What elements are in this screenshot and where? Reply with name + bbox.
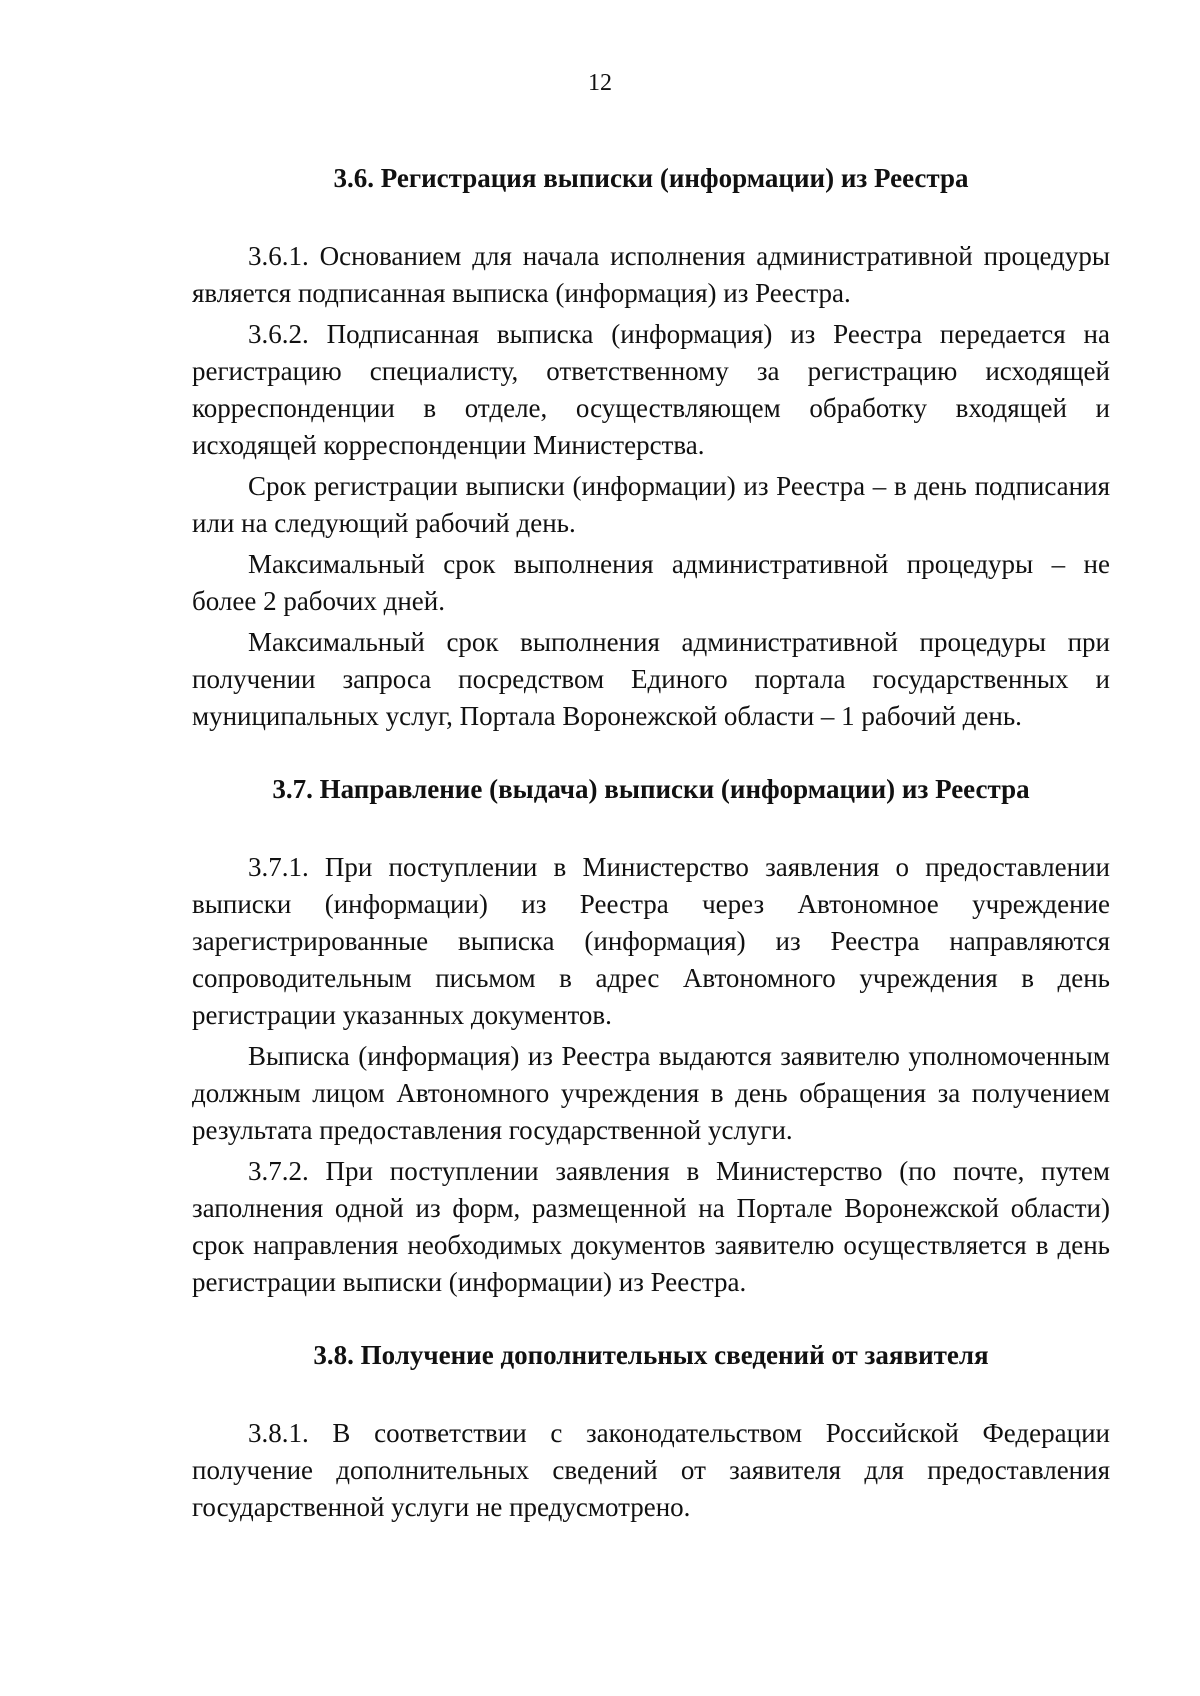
paragraph-3-6-2: 3.6.2. Подписанная выписка (информация) из Реестра передается на регистрацию специалисту, ответственному за регистрацию исходящей корреспонденции в отделе, осуществляющем обработку входящей и исходящей корреспонденции Министерства. (192, 319, 1110, 460)
paragraph-max-term: Максимальный срок выполнения административной процедуры – не более 2 рабочих дней. (192, 549, 1110, 616)
paragraph-3-6-1: 3.6.1. Основанием для начала исполнения административной процедуры является подписанная выписка (информация) из Реестра. (192, 241, 1110, 308)
page-number: 12 (588, 70, 612, 96)
document-body (192, 158, 1110, 1526)
paragraph-3-8-1: 3.8.1. В соответствии с законодательством Российской Федерации получение дополнительных сведений от заявителя для предоставления государственной услуги не предусмотрено. (192, 1418, 1110, 1522)
paragraph-registration-term: Срок регистрации выписки (информации) из Реестра – в день подписания или на следующий рабочий день. (192, 471, 1110, 538)
section-heading-3-8: 3.8. Получение дополнительных сведений от заявителя (313, 1340, 989, 1370)
section-heading-3-7: 3.7. Направление (выдача) выписки (информации) из Реестра (272, 774, 1030, 804)
paragraph-3-7-2: 3.7.2. При поступлении заявления в Министерство (по почте, путем заполнения одной из форм, размещенной на Портале Воронежской области) срок направления необходимых документов заявителю осуществляется в день регистрации выписки (информации) из Реестра. (192, 1156, 1110, 1297)
paragraph-3-7-1: 3.7.1. При поступлении в Министерство заявления о предоставлении выписки (информации) из Реестра через Автономное учреждение зарегистрированные выписка (информация) из Реестра направляются сопроводительным письмом в адрес Автономного учреждения в день регистрации указанных документов. (192, 852, 1110, 1030)
section-heading-3-6: 3.6. Регистрация выписки (информации) из Реестра (333, 163, 969, 193)
paragraph-issuance: Выписка (информация) из Реестра выдаются заявителю уполномоченным должным лицом Автономного учреждения в день обращения за получением результата предоставления государственной услуги. (192, 1041, 1110, 1145)
paragraph-max-term-portal: Максимальный срок выполнения административной процедуры при получении запроса посредством Единого портала государственных и муниципальных услуг, Портала Воронежской области – 1 рабочий день. (192, 627, 1110, 731)
